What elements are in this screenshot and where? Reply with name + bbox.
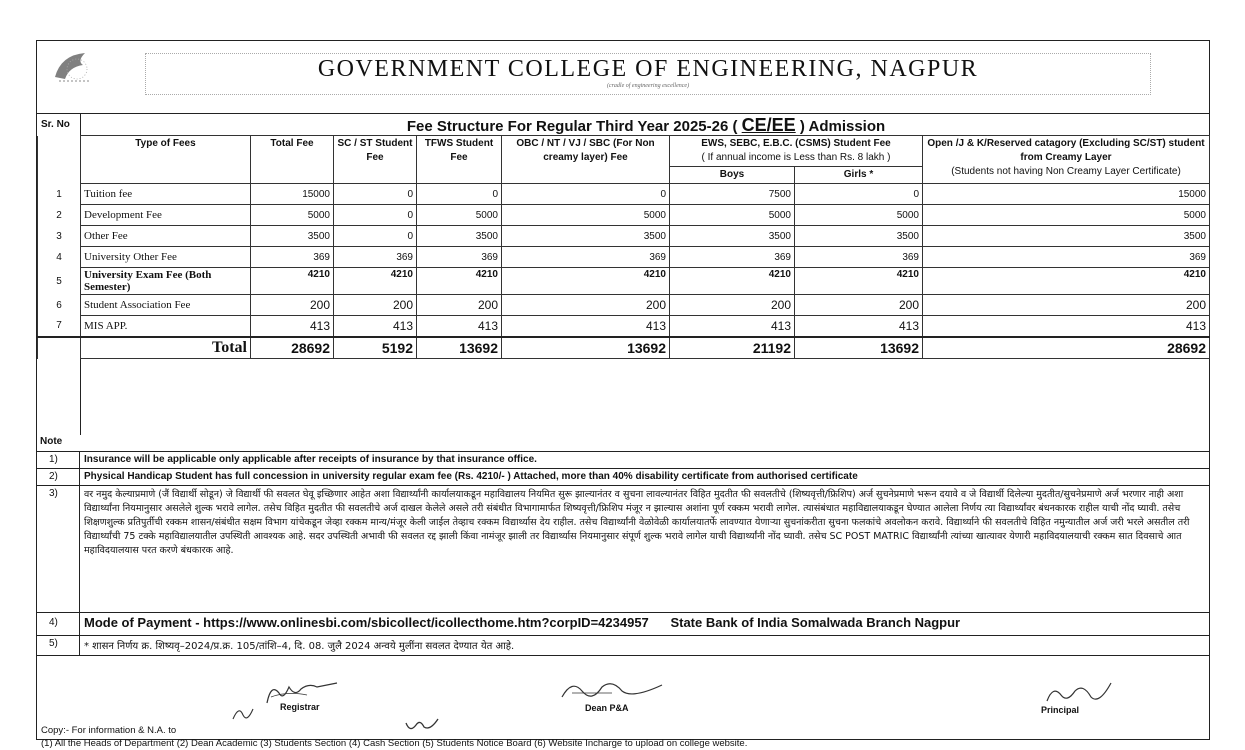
col-tfws-fee: TFWS Student Fee bbox=[417, 136, 502, 184]
row-sc-st: 369 bbox=[334, 247, 417, 268]
row-obc: 4210 bbox=[502, 268, 670, 295]
row-fee-type: Development Fee bbox=[81, 205, 251, 226]
row-tfws: 5000 bbox=[417, 205, 502, 226]
fee-structure-title bbox=[81, 115, 1211, 135]
note-item bbox=[37, 613, 1209, 636]
table-header-row bbox=[38, 136, 1210, 167]
college-name: GOVERNMENT COLLEGE OF ENGINEERING, NAGPUR bbox=[317, 56, 979, 82]
row-boys: 7500 bbox=[670, 184, 795, 205]
copy-line-1: Copy:- For information & N.A. to bbox=[41, 725, 177, 736]
sr-no-header: Sr. No bbox=[41, 119, 70, 130]
ews-heading: EWS, SEBC, E.B.C. (CSMS) Student Fee bbox=[701, 138, 891, 149]
note-text: Insurance will be applicable only applicable after receipts of insurance by that insurance office. bbox=[84, 454, 537, 465]
row-fee-type: MIS APP. bbox=[81, 316, 251, 338]
note-text: Physical Handicap Student has full concession in university regular exam fee (Rs. 4210/- ) Attached, more than 40% disability certificate from authorised certificate bbox=[84, 471, 858, 482]
row-tfws: 0 bbox=[417, 184, 502, 205]
col-total-fee: Total Fee bbox=[251, 136, 334, 184]
row-open: 4210 bbox=[923, 268, 1210, 295]
row-sr: 6 bbox=[38, 295, 81, 316]
table-total-row bbox=[38, 337, 1210, 359]
row-girls: 4210 bbox=[795, 268, 923, 295]
table-row bbox=[38, 184, 1210, 205]
row-sr: 1 bbox=[38, 184, 81, 205]
row-tfws: 4210 bbox=[417, 268, 502, 295]
title-branch-code: CE/EE bbox=[741, 115, 796, 135]
row-total: 15000 bbox=[251, 184, 334, 205]
row-fee-type: Student Association Fee bbox=[81, 295, 251, 316]
row-girls: 3500 bbox=[795, 226, 923, 247]
note-number: 5) bbox=[37, 636, 80, 655]
notes-section bbox=[37, 435, 1209, 656]
row-sr: 2 bbox=[38, 205, 81, 226]
document-header bbox=[37, 41, 1209, 114]
notes-label: Note bbox=[37, 435, 1209, 452]
row-sr: 7 bbox=[38, 316, 81, 338]
row-obc: 369 bbox=[502, 247, 670, 268]
note-number: 3) bbox=[37, 486, 80, 612]
title-prefix: Fee Structure For Regular Third Year 2025-26 ( bbox=[406, 118, 738, 135]
row-obc: 200 bbox=[502, 295, 670, 316]
registrar-label: Registrar bbox=[280, 702, 320, 712]
table-row bbox=[38, 247, 1210, 268]
row-sr: 4 bbox=[38, 247, 81, 268]
row-fee-type: Other Fee bbox=[81, 226, 251, 247]
open-heading: Open /J & K/Reserved catagory (Excluding SC/ST) student from Creamy Layer bbox=[927, 138, 1205, 163]
col-girls: Girls * bbox=[795, 167, 923, 184]
college-tagline: (cradle of engineering excellence) bbox=[606, 83, 690, 89]
note-number: 2) bbox=[37, 469, 80, 485]
row-girls: 0 bbox=[795, 184, 923, 205]
note-text-payment: Mode of Payment - https://www.onlinesbi.com/sbicollect/icollecthome.htm?corpID=4234957 State Bank of India Somalwada Branch Nagpur bbox=[84, 615, 961, 630]
title-suffix: ) Admission bbox=[799, 118, 886, 135]
table-row bbox=[38, 205, 1210, 226]
row-obc: 5000 bbox=[502, 205, 670, 226]
row-total: 369 bbox=[251, 247, 334, 268]
table-row bbox=[38, 316, 1210, 338]
note-number: 1) bbox=[37, 452, 80, 468]
note-text: * शासन निर्णय क्र. शिष्यवृ–2024/प्र.क्र. 105/तांशि–4, दि. 08. जुलै 2024 अन्वये मुलींना सवलत देण्यात येत आहे. bbox=[84, 641, 515, 652]
row-total: 3500 bbox=[251, 226, 334, 247]
open-note: (Students not having Non Creamy Layer Certificate) bbox=[951, 166, 1181, 177]
col-ews-fee bbox=[670, 136, 923, 167]
row-fee-type: Tuition fee bbox=[81, 184, 251, 205]
row-total: 5000 bbox=[251, 205, 334, 226]
row-girls: 369 bbox=[795, 247, 923, 268]
copy-line-2: (1) All the Heads of Department (2) Dean Academic (3) Students Section (4) Cash Section (5) Students Notice Board (6) Website Incharge to upload on college website. bbox=[41, 738, 748, 749]
ews-income-note: ( If annual income is Less than Rs. 8 lakh ) bbox=[701, 152, 891, 163]
row-tfws: 369 bbox=[417, 247, 502, 268]
row-sc-st: 0 bbox=[334, 184, 417, 205]
row-sr: 5 bbox=[38, 268, 81, 295]
row-total: 413 bbox=[251, 316, 334, 338]
row-girls: 413 bbox=[795, 316, 923, 338]
row-boys: 413 bbox=[670, 316, 795, 338]
total-sr-cell bbox=[38, 337, 81, 359]
row-boys: 3500 bbox=[670, 226, 795, 247]
row-obc: 413 bbox=[502, 316, 670, 338]
row-obc: 3500 bbox=[502, 226, 670, 247]
header-sr-cell bbox=[38, 136, 81, 184]
row-sc-st: 4210 bbox=[334, 268, 417, 295]
table-row bbox=[38, 295, 1210, 316]
row-open: 15000 bbox=[923, 184, 1210, 205]
row-open: 369 bbox=[923, 247, 1210, 268]
total-girls: 13692 bbox=[795, 337, 923, 359]
note-item bbox=[37, 486, 1209, 613]
col-sc-st-fee: SC / ST Student Fee bbox=[334, 136, 417, 184]
row-sc-st: 0 bbox=[334, 205, 417, 226]
table-row bbox=[38, 268, 1210, 295]
row-boys: 369 bbox=[670, 247, 795, 268]
fee-table bbox=[37, 135, 1210, 359]
total-sc-st: 5192 bbox=[334, 337, 417, 359]
row-boys: 5000 bbox=[670, 205, 795, 226]
row-fee-type: University Exam Fee (Both Semester) bbox=[81, 268, 251, 295]
total-obc: 13692 bbox=[502, 337, 670, 359]
row-tfws: 413 bbox=[417, 316, 502, 338]
row-tfws: 3500 bbox=[417, 226, 502, 247]
row-girls: 200 bbox=[795, 295, 923, 316]
row-open: 3500 bbox=[923, 226, 1210, 247]
fee-structure-document bbox=[36, 40, 1210, 749]
row-sc-st: 200 bbox=[334, 295, 417, 316]
table-row bbox=[38, 226, 1210, 247]
row-open: 5000 bbox=[923, 205, 1210, 226]
total-label: Total bbox=[81, 337, 251, 359]
note-item bbox=[37, 452, 1209, 469]
row-girls: 5000 bbox=[795, 205, 923, 226]
total-open: 28692 bbox=[923, 337, 1210, 359]
row-obc: 0 bbox=[502, 184, 670, 205]
copy-to-section bbox=[41, 724, 747, 750]
row-sr: 3 bbox=[38, 226, 81, 247]
total-tfws: 13692 bbox=[417, 337, 502, 359]
college-name-box bbox=[145, 53, 1151, 95]
row-total: 200 bbox=[251, 295, 334, 316]
dean-label: Dean P&A bbox=[585, 703, 629, 713]
note-item bbox=[37, 469, 1209, 486]
col-boys: Boys bbox=[670, 167, 795, 184]
row-boys: 200 bbox=[670, 295, 795, 316]
initial-mark-icon bbox=[229, 703, 259, 725]
row-tfws: 200 bbox=[417, 295, 502, 316]
principal-label: Principal bbox=[1041, 705, 1080, 715]
row-boys: 4210 bbox=[670, 268, 795, 295]
total-total: 28692 bbox=[251, 337, 334, 359]
note-text: वर नमुद केल्याप्रमाणे (जैं विद्यार्थी सोडून) जे विद्यार्थी फी सवलत घेवू इच्छिणार आहेत अशा विद्यार्थ्यांनी कार्यालयाकडून महाविद्यालय नियमित सुरू झाल्यानंतर व सुचना लावल्यानंतर विहित मुदतीत फी सवलतीचे (शिष्यवृत्ती/फ्रिशिप) अर्ज सुचनेप्रमाणे भरून दयावे व जे विद्यार्थी दिलेल्या मुदतीत/सुचनेप्रमाणे अर्ज भरणार नाही अशा विद्यार्थ्यांना नियमानुसार असलेले शुल्क भरावे लागेल. तसेच विहित मुदतीत फी सवलतीचे अर्ज दाखल केलेले असले तरी संबंधीत विभागामार्फत शिष्यवृत्ती/फ्रिशिप मंजूर न झाल्यास अशांना पूर्ण रक्कम भरावी लागेल. त्यासंबंधात महाविद्यालयाकडून घेण्यात आलेला निर्णय त्या विद्यार्थ्यांवर बंधनकारक राहील याची नोंद घ्यावी. तसेच शिक्षणशुल्क प्रतिपुर्तीची रक्कम शासन/संबंधीत सक्षम विभाग यांचेकडून जेव्हा रक्कम मान्य/मंजूर केली जाईल तेव्हाच रक्कम विद्यार्थ्यास देय राहील. तसेच विद्यार्थ्यांनी वेळोवेळी कार्यालयातर्फे लावण्यात येणाऱ्या सुचनांकरीता सुचना फलकांचे अवलोकन करावे. विद्यार्थ्याने फी सवलतीचे विहित नमुन्यातील अर्ज जरी भरले असतील तरी विद्यार्थ्यांची 75 टक्के महाविद्यालयातील उपस्थिती आवश्यक आहे. सदर उपस्थिती अभावी फी सवलत रद्द झाली किंवा नामंजूर झाली तर विद्यार्थ्यास नियमानुसार संपूर्ण शुल्क भरावे लागेल याची विद्यार्थ्यांनी नोंद घ्यावी. तसेच SC POST MATRIC विद्यार्थ्यांनी त्यांच्या खात्यावर येणारी महाविदयालयाची रक्कम सात दिवसाचे आत महाविदयालयास परत करणे बंधकारक आहे. bbox=[84, 489, 1190, 556]
row-total: 4210 bbox=[251, 268, 334, 295]
row-fee-type: University Other Fee bbox=[81, 247, 251, 268]
college-logo-icon bbox=[47, 47, 97, 87]
row-sc-st: 0 bbox=[334, 226, 417, 247]
row-open: 413 bbox=[923, 316, 1210, 338]
note-item bbox=[37, 636, 1209, 656]
col-open-fee bbox=[923, 136, 1210, 184]
col-obc-fee: OBC / NT / VJ / SBC (For Non creamy layer) Fee bbox=[502, 136, 670, 184]
total-boys: 21192 bbox=[670, 337, 795, 359]
note-number: 4) bbox=[37, 613, 80, 635]
col-type-of-fees: Type of Fees bbox=[81, 136, 251, 184]
row-open: 200 bbox=[923, 295, 1210, 316]
row-sc-st: 413 bbox=[334, 316, 417, 338]
